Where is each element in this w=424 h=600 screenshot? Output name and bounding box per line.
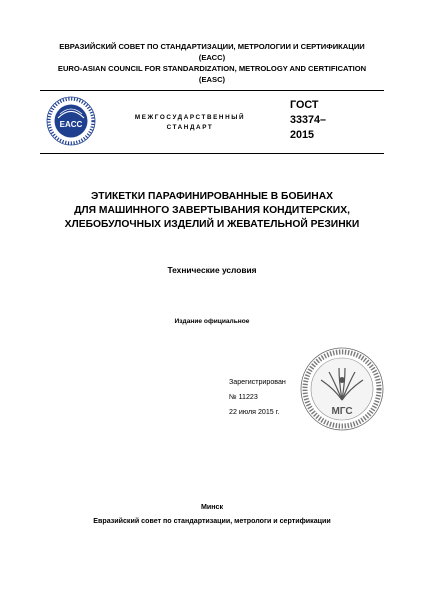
- gost-label: ГОСТ: [290, 99, 319, 111]
- standard-type-line1: МЕЖГОСУДАРСТВЕННЫЙ: [134, 114, 246, 121]
- council-name-ru-line1: ЕВРАЗИЙСКИЙ СОВЕТ ПО СТАНДАРТИЗАЦИИ, МЕТРОЛОГИИ И СЕРТИФИКАЦИИ: [59, 42, 365, 51]
- gost-number: 33374–: [290, 114, 327, 126]
- title-line-1: ЭТИКЕТКИ ПАРАФИНИРОВАННЫЕ В БОБИНАХ: [90, 191, 334, 202]
- header-divider-top: [40, 90, 384, 91]
- standard-type-line2: СТАНДАРТ: [166, 124, 214, 131]
- registration-number: № 11223: [229, 393, 258, 401]
- mgs-seal-text: МГС: [331, 406, 353, 417]
- easc-emblem-icon: [46, 96, 96, 146]
- easc-emblem-text: EACC: [59, 120, 83, 129]
- council-name-en-line1: EURO-ASIAN COUNCIL FOR STANDARDIZATION, METROLOGY AND CERTIFICATION: [57, 64, 367, 73]
- document-subtitle: Технические условия: [167, 265, 257, 275]
- council-name-en-line2: (EASC): [198, 75, 226, 84]
- registration-date: 22 июля 2015 г.: [229, 408, 280, 416]
- title-line-3: ХЛЕБОБУЛОЧНЫХ ИЗДЕЛИЙ И ЖЕВАТЕЛЬНОЙ РЕЗИНКИ: [64, 219, 360, 230]
- edition-note: Издание официальное: [174, 318, 250, 325]
- publication-city: Минск: [200, 503, 224, 511]
- title-line-2: ДЛЯ МАШИННОГО ЗАВЕРТЫВАНИЯ КОНДИТЕРСКИХ,: [74, 205, 350, 216]
- registration-label: Зарегистрирован: [229, 378, 286, 386]
- publisher-name: Евразийский совет по стандартизации, метрологи и сертификации: [93, 517, 331, 525]
- council-name-ru-line2: (ЕАСС): [198, 53, 226, 62]
- document-title: [40, 190, 384, 232]
- gost-year: 2015: [290, 129, 315, 141]
- header-divider-bottom: [40, 153, 384, 154]
- mgs-seal-icon: [299, 346, 385, 432]
